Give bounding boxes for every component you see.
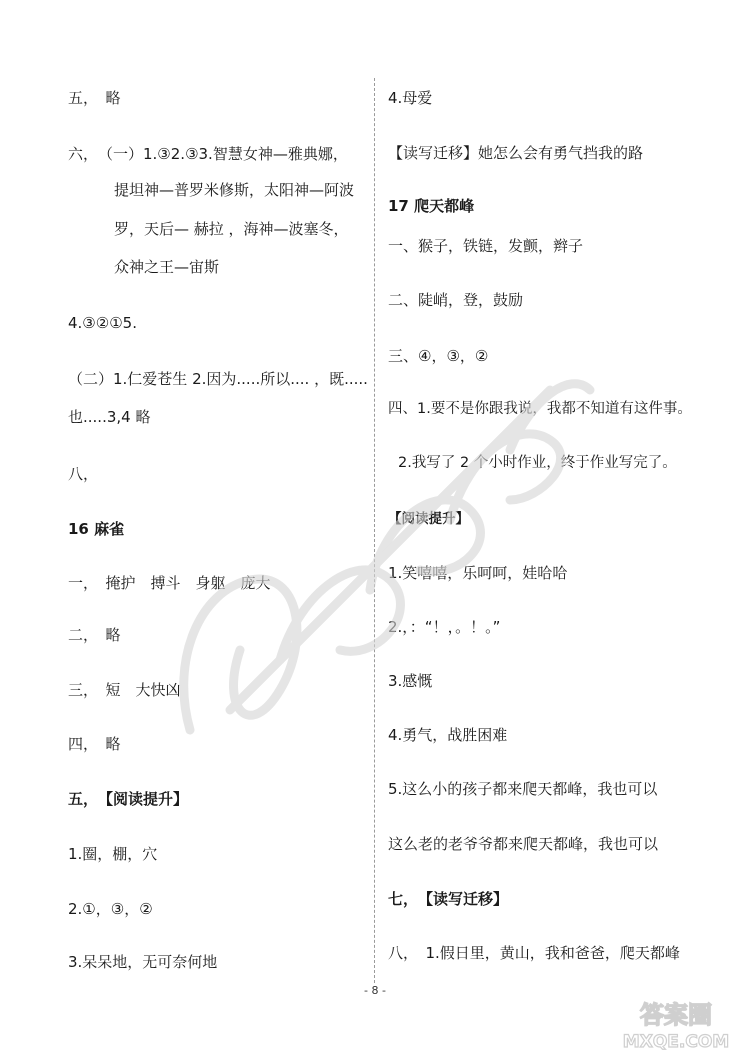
answer-line: 4.③②①5.: [68, 314, 137, 332]
answer-line: 提坦神—普罗米修斯，太阳神—阿波: [114, 181, 355, 199]
answer-line: 3.感慨: [388, 672, 433, 690]
lesson-title: 17 爬天都峰: [388, 197, 475, 215]
faint-watermark: [130, 330, 610, 760]
answer-line: 二， 略: [68, 626, 121, 644]
answer-line: 众神之王—宙斯: [114, 258, 220, 276]
answer-line: 四、1.要不是你跟我说，我都不知道有这件事。: [388, 401, 692, 417]
answer-line: 2.①，③，②: [68, 900, 153, 918]
answer-line: 也.....3,4 略: [68, 408, 151, 426]
page-number: - 8 -: [364, 984, 386, 997]
answer-line: 4.母爱: [388, 89, 433, 107]
brand-logo: [612, 995, 742, 1055]
answer-line: 4.勇气，战胜困难: [388, 726, 508, 744]
section-heading: 五， 【阅读提升】: [68, 790, 189, 808]
answer-line: 三、④，③，②: [388, 347, 489, 365]
answer-line: （二）1.仁爱苍生 2.因为.....所以.... ，既.....: [68, 370, 368, 388]
answer-line: 一、猴子，铁链，发颤，辫子: [388, 237, 584, 255]
answer-line: 三， 短 大快凶: [68, 681, 181, 699]
section-heading: 七， 【读写迁移】: [388, 890, 509, 908]
brand-domain: MXQE.COM: [622, 1032, 730, 1052]
section-heading: 【阅读提升】: [388, 511, 469, 527]
answer-line: 六， （一）1.③2.③3.智慧女神—雅典娜，: [68, 145, 348, 163]
answer-line: 1.笑嘻嘻，乐呵呵，娃哈哈: [388, 564, 568, 582]
answer-line: 2.，：“！，。！。”: [388, 618, 501, 636]
answer-line: 五， 略: [68, 89, 121, 107]
answer-line: 罗，天后— 赫拉 ，海神—波塞冬，: [114, 220, 349, 238]
column-divider: [374, 78, 375, 983]
answer-line: 【读写迁移】她怎么会有勇气挡我的路: [388, 144, 644, 162]
answer-line: 四， 略: [68, 735, 121, 753]
answer-line: 3.呆呆地，无可奈何地: [68, 953, 218, 971]
answer-line: 5.这么小的孩子都来爬天都峰，我也可以: [388, 780, 658, 798]
answer-line: 一， 掩护 搏斗 身躯 庞大: [68, 574, 271, 592]
answer-line: 二、陡峭，登，鼓励: [388, 291, 524, 309]
answer-line: 八，: [68, 465, 99, 483]
answer-line: 1.圈，棚，穴: [68, 845, 158, 863]
answer-line: 2.我写了 2 个小时作业，终于作业写完了。: [398, 455, 677, 471]
brand-title: 答案圈: [640, 1001, 712, 1029]
answer-line: 八， 1.假日里，黄山，我和爸爸，爬天都峰: [388, 944, 680, 962]
lesson-title: 16 麻雀: [68, 520, 125, 538]
answer-line: 这么老的老爷爷都来爬天都峰，我也可以: [388, 835, 659, 853]
